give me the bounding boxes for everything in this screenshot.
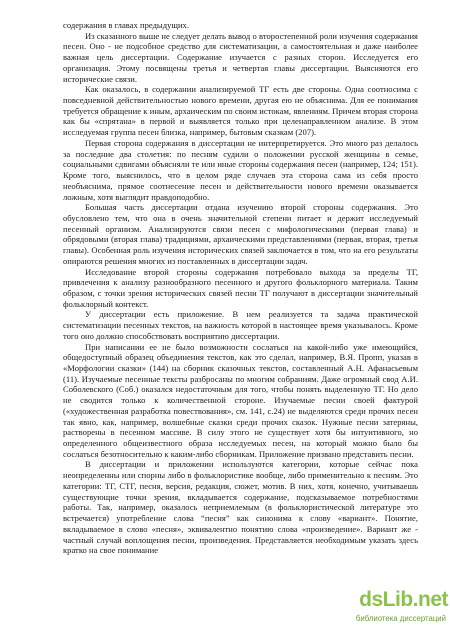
watermark-logo: dsLib.net	[359, 588, 448, 611]
paragraph: Первая сторона содержания в диссертации не интерпретируется. Это много раз делалось за последние два столетия: по песням судили о положении русской женщины в семье, социальными сдвигами объясняли те или иные стороны содержания песен (например, 124; 151). Кроме того, выяснилось, что в целом ряде случаев эта сторона сама из себя просто необъяснима, прямое соотнесение песен и действительности нового времени оказывается ложным, хотя выглядит правдоподобно.	[63, 137, 418, 202]
paragraph: При написании ее не было возможности сослаться на какой-либо уже имеющийся, общедоступный образец объединения текстов, как это сделал, например, В.Я. Пропп, указав в «Морфологии сказки» (144) на сборник сказочных текстов, составленный А.Н. Афанасьевым (11). Изучаемые песенные тексты разбросаны по многим собраниям. Даже огромный свод А.И. Соболевского (Соб.) оказался недостаточным для того, чтобы понять выделенную ТГ. Но дело не сводится только к количественной стороне. Изучаемые песни своей фактурой («художественная разработка повествования», см. 141, с.24) не выделяются среди прочих песен так явно, как, например, волшебные сказки среди прочих сказок. Нужные песни затеряны, растворены в песенном массиве. В силу этого не существует хотя бы интуитивного, но определенного общеизвестного образа исследуемых песен, на который можно было бы сослаться безотносительно к каким-либо сборникам. Приложение призвано представить песни.	[63, 341, 418, 459]
paragraph: Большая часть диссертации отдана изучению второй стороны содержания. Это обусловлено тем, что она в очень значительной степени питает и держит исследуемый песенный организм. Анализируются связи песен с мифологическими (первая глава) и обрядовыми (вторая глава) традициями, архаическими представлениями (первая, вторая, третья главы). Особенная роль изучения исторических связей заключается в том, что на его результаты опираются решения многих из поставленных в диссертации задач.	[63, 202, 418, 266]
dslib-watermark	[355, 588, 448, 634]
paragraph: У диссертации есть приложение. В нем реализуется та задача практической систематизации песенных текстов, на важность которой в настоящее время указывалось. Кроме того оно должно способствовать восприятию диссертации.	[63, 309, 418, 341]
watermark-tagline: библиотека диссертаций	[355, 614, 446, 623]
paragraph: Как оказалось, в содержании анализируемой ТГ есть две стороны. Одна соотносима с повседневной действительностью нового времени, другая ею не объяснима. Для ее понимания требуется обращение к иным, архаическим по своим истокам, явлениям. Причем вторая сторона как бы «спрятана» в первой и выявляется только при целенаправленном анализе. В этом исследуемая группа песен близка, например, бытовым сказкам (207).	[63, 84, 418, 138]
paragraph: Исследование второй стороны содержания потребовало выхода за пределы ТГ, привлечения к анализу разнообразного песенного и другого фольклорного материала. Таким образом, с точки зрения исторических связей песни ТГ получают в диссертации значительный фольклорный контекст.	[63, 266, 418, 309]
document-body	[63, 20, 418, 556]
paragraph: В диссертации и приложении используются категории, которые сейчас пока неопределенны или спорны либо в фольклористике вообще, либо применительно к песням. Это категории: ТГ, СТГ, песня, версия, редакция, сюжет, мотив. В них, хотя, конечно, учитываешь существующие точки зрения, вкладывается содержание, подсказываемое потребностями работы. Так, например, оказалось неприемлемым (в фольклористической литературе это встречается) употребление слова “песня” как синонима к слову «вариант». Понятие, вкладываемое в слово «песня», эквивалентно понятию слова «произведение». Вариант же - частный случай воплощения песни, произведения. Представляется необходимым указать здесь кратко на свое понимание	[63, 459, 418, 556]
paragraph: Из сказанного выше не следует делать вывод о второстепенной роли изучения содержания песен. Оно - не подсобное средство для систематизации, а самостоятельная и даже наиболее важная цель диссертации. Содержание изучается с разных сторон. Исследуется его организация. Этому посвящены третья и четвертая главы диссертации. Выясняются его исторические связи.	[63, 30, 418, 84]
paragraph: содержания в главах предыдущих.	[63, 20, 190, 30]
